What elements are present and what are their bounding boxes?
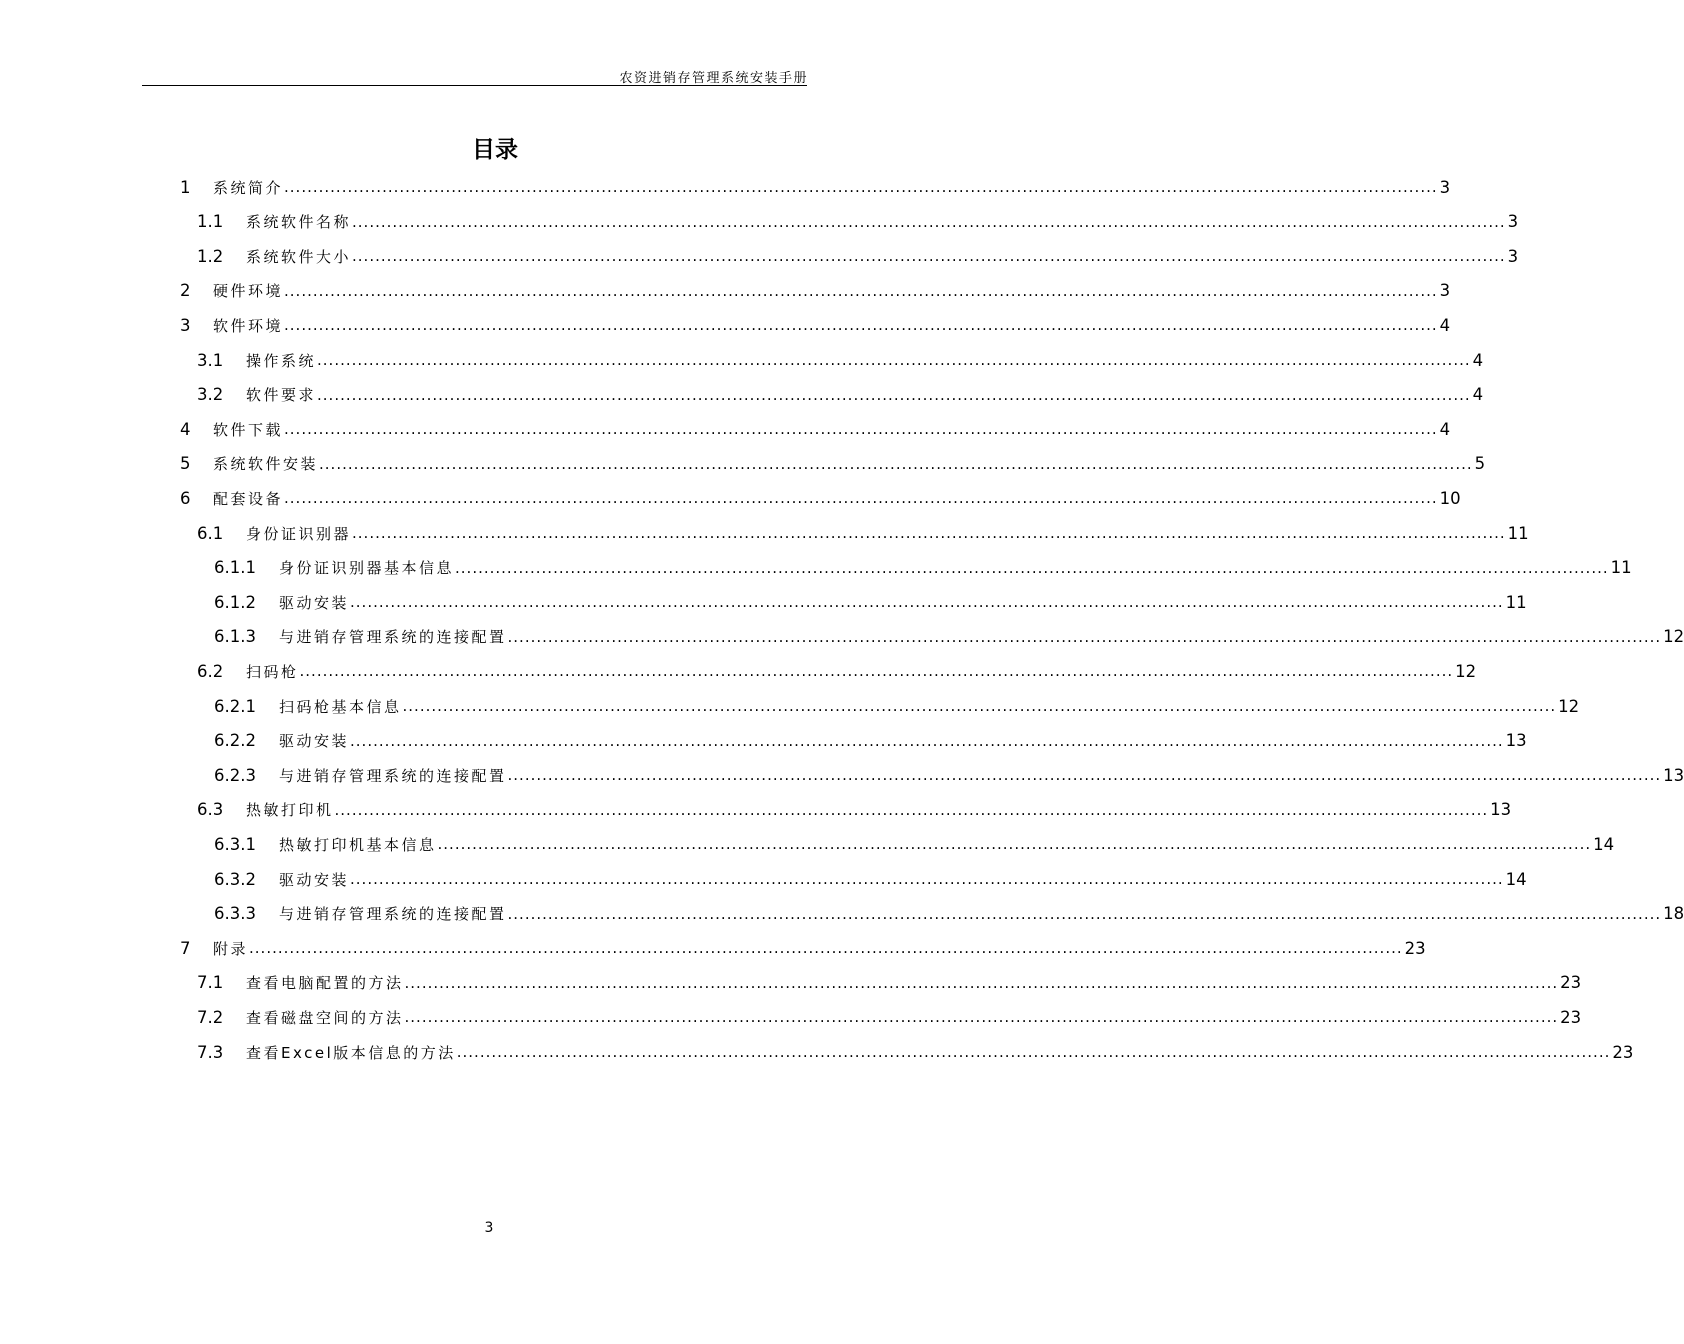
toc-entry-number: 6.2.2 — [214, 731, 256, 751]
toc-entry-label: 查看电脑配置的方法 — [246, 974, 404, 993]
toc-entry-label: 查看磁盘空间的方法 — [246, 1008, 404, 1027]
toc-entry-page: 13 — [1490, 800, 1512, 820]
toc-entry-label: 操作系统 — [246, 351, 317, 370]
toc-entry-label: 与进销存管理系统的连接配置 — [279, 628, 507, 647]
toc-entry[interactable] — [197, 239, 1519, 273]
toc-entry-label: 软件要求 — [246, 386, 317, 405]
toc-entry[interactable] — [214, 689, 1580, 723]
toc-entry-number: 3.2 — [197, 385, 224, 405]
toc-entry-label: 配套设备 — [213, 489, 284, 508]
toc-entry-number: 6.3.1 — [214, 834, 256, 854]
toc-entry-number: 6.3.3 — [214, 904, 256, 924]
toc-entry-page: 14 — [1593, 834, 1615, 854]
toc-entry-page: 11 — [1610, 558, 1632, 578]
toc-entry-number: 6.1.1 — [214, 558, 256, 578]
toc-entry-number: 7 — [180, 938, 191, 958]
toc-entry-label: 驱动安装 — [279, 732, 350, 751]
toc-entry-label: 软件环境 — [213, 316, 284, 335]
toc-entry-page: 10 — [1439, 488, 1461, 508]
toc-entry[interactable] — [214, 758, 1684, 792]
toc-dot-leader: ........................................................................................................................................................................................................ — [507, 904, 1662, 923]
toc-entry-label: 驱动安装 — [279, 593, 350, 612]
toc-entry-page: 23 — [1612, 1042, 1634, 1062]
toc-entry-number: 6.1.2 — [214, 592, 256, 612]
toc-dot-leader: ........................................................................................................................................................................................................ — [404, 973, 1559, 992]
toc-entry-page: 23 — [1560, 1007, 1582, 1027]
toc-entry-page: 18 — [1663, 904, 1684, 924]
toc-entry-number: 3 — [180, 315, 191, 335]
toc-entry-page: 13 — [1663, 765, 1684, 785]
toc-dot-leader: ........................................................................................................................................................................................................ — [352, 212, 1506, 231]
toc-entry-label: 身份证识别器 — [246, 524, 352, 543]
toc-entry[interactable] — [197, 1000, 1582, 1034]
toc-entry-label: 与进销存管理系统的连接配置 — [279, 905, 507, 924]
toc-entry[interactable] — [214, 897, 1684, 931]
toc-entry-number: 7.1 — [197, 973, 224, 993]
toc-entry-number: 6.3.2 — [214, 869, 256, 889]
toc-dot-leader: ........................................................................................................................................................................................................ — [284, 489, 1438, 508]
toc-entry-label: 扫码枪 — [246, 662, 299, 681]
toc-entry[interactable] — [180, 447, 1486, 481]
toc-entry-number: 6.2 — [197, 661, 224, 681]
toc-dot-leader: ........................................................................................................................................................................................................ — [402, 697, 1557, 715]
toc-entry-page: 23 — [1404, 938, 1426, 958]
toc-entry-page: 4 — [1472, 350, 1484, 370]
toc-entry-number: 1 — [180, 177, 191, 197]
toc-entry[interactable] — [197, 205, 1519, 239]
toc-entry-label: 系统软件名称 — [246, 213, 352, 232]
toc-entry-number: 5 — [180, 454, 191, 474]
toc-entry-number: 6.1 — [197, 523, 224, 543]
toc-dot-leader: ........................................................................................................................................................................................................ — [352, 247, 1506, 266]
toc-dot-leader: ........................................................................................................................................................................................................ — [352, 524, 1506, 542]
toc-entry[interactable] — [214, 551, 1632, 585]
toc-dot-leader: ........................................................................................................................................................................................................ — [284, 178, 1438, 196]
toc-entry-page: 12 — [1455, 661, 1477, 681]
toc-entry[interactable] — [197, 1035, 1634, 1069]
toc-entry-number: 2 — [180, 281, 191, 301]
toc-entry-label: 热敏打印机基本信息 — [279, 835, 437, 854]
toc-entry-page: 11 — [1507, 523, 1529, 543]
toc-entry-label: 系统软件大小 — [246, 247, 352, 266]
toc-entry[interactable] — [180, 481, 1461, 515]
toc-entry-label: 软件下载 — [213, 420, 284, 439]
running-header: 农资进销存管理系统安装手册 — [619, 71, 808, 86]
toc-entry[interactable] — [197, 378, 1484, 412]
toc-dot-leader: ........................................................................................................................................................................................................ — [317, 385, 1471, 404]
toc-entry-label: 驱动安装 — [279, 870, 350, 889]
toc-dot-leader: ........................................................................................................................................................................................................ — [319, 454, 1473, 473]
toc-dot-leader: ........................................................................................................................................................................................................ — [437, 835, 1592, 854]
toc-entry[interactable] — [180, 412, 1451, 446]
toc-entry[interactable] — [180, 274, 1451, 308]
toc-entry-page: 4 — [1472, 385, 1484, 405]
toc-entry[interactable] — [197, 654, 1477, 688]
toc-entry-page: 11 — [1505, 592, 1527, 612]
toc-entry[interactable] — [197, 966, 1582, 1000]
toc-entry[interactable] — [197, 793, 1512, 827]
toc-entry[interactable] — [180, 931, 1426, 965]
toc-dot-leader: ........................................................................................................................................................................................................ — [404, 1008, 1559, 1027]
toc-dot-leader: ........................................................................................................................................................................................................ — [507, 766, 1662, 785]
toc-entry-page: 3 — [1507, 246, 1519, 266]
toc-entry-page: 5 — [1474, 454, 1486, 474]
toc-dot-leader: ........................................................................................................................................................................................................ — [350, 731, 1504, 750]
toc-entry-number: 6.1.3 — [214, 627, 256, 647]
toc-dot-leader: ........................................................................................................................................................................................................ — [284, 420, 1438, 439]
toc-entry-page: 3 — [1439, 281, 1451, 301]
toc-entry-label: 扫码枪基本信息 — [279, 697, 402, 716]
toc-dot-leader: ........................................................................................................................................................................................................ — [350, 870, 1504, 888]
toc-entry-number: 1.2 — [197, 246, 224, 266]
toc-entry-label: 附录 — [213, 939, 249, 958]
toc-entry-number: 3.1 — [197, 350, 224, 370]
toc-entry-number: 6 — [180, 488, 191, 508]
toc-entry-label: 系统简介 — [213, 178, 284, 197]
toc-dot-leader: ........................................................................................................................................................................................................ — [507, 627, 1662, 646]
toc-entry[interactable] — [197, 343, 1484, 377]
toc-entry-number: 4 — [180, 419, 191, 439]
toc-entry[interactable] — [214, 862, 1527, 896]
toc-entry[interactable] — [214, 724, 1527, 758]
toc-dot-leader: ........................................................................................................................................................................................................ — [317, 351, 1471, 369]
toc-entry-number: 1.1 — [197, 212, 224, 232]
toc-dot-leader: ........................................................................................................................................................................................................ — [456, 1043, 1611, 1061]
toc-entry-page: 13 — [1505, 731, 1527, 751]
toc-entry-label: 系统软件安装 — [213, 455, 319, 474]
toc-entry-number: 7.3 — [197, 1042, 224, 1062]
toc-entry-page: 23 — [1560, 973, 1582, 993]
toc-entry-page: 14 — [1505, 869, 1527, 889]
toc-entry-page: 4 — [1439, 315, 1451, 335]
toc-dot-leader: ........................................................................................................................................................................................................ — [334, 800, 1489, 819]
toc-title: 目录 — [472, 137, 518, 163]
toc-dot-leader: ........................................................................................................................................................................................................ — [299, 662, 1454, 681]
toc-entry-number: 6.2.3 — [214, 765, 256, 785]
toc-entry-number: 6.2.1 — [214, 696, 256, 716]
toc-entry[interactable] — [180, 170, 1451, 204]
toc-entry-page: 3 — [1439, 177, 1451, 197]
toc-entry[interactable] — [214, 585, 1527, 619]
toc-entry-label: 查看Excel版本信息的方法 — [246, 1043, 456, 1062]
toc-entry-page: 12 — [1558, 696, 1580, 716]
toc-entry-page: 4 — [1439, 419, 1451, 439]
toc-entry-label: 热敏打印机 — [246, 801, 334, 820]
toc-entry[interactable] — [197, 516, 1529, 550]
toc-entry[interactable] — [180, 308, 1451, 342]
toc-dot-leader: ........................................................................................................................................................................................................ — [350, 593, 1504, 612]
toc-entry-label: 硬件环境 — [213, 282, 284, 301]
toc-dot-leader: ........................................................................................................................................................................................................ — [249, 939, 1403, 958]
page-number: 3 — [484, 1220, 494, 1236]
header-rule — [142, 85, 807, 86]
toc-entry-page: 3 — [1507, 212, 1519, 232]
toc-dot-leader: ........................................................................................................................................................................................................ — [455, 558, 1609, 577]
toc-dot-leader: ........................................................................................................................................................................................................ — [284, 281, 1438, 300]
toc-entry-number: 7.2 — [197, 1007, 224, 1027]
toc-entry[interactable] — [214, 827, 1615, 861]
toc-dot-leader: ........................................................................................................................................................................................................ — [284, 316, 1438, 335]
toc-entry-label: 与进销存管理系统的连接配置 — [279, 766, 507, 785]
toc-entry-page: 12 — [1663, 627, 1684, 647]
toc-entry-label: 身份证识别器基本信息 — [279, 559, 455, 578]
toc-entry-number: 6.3 — [197, 800, 224, 820]
toc-entry[interactable] — [214, 620, 1684, 654]
